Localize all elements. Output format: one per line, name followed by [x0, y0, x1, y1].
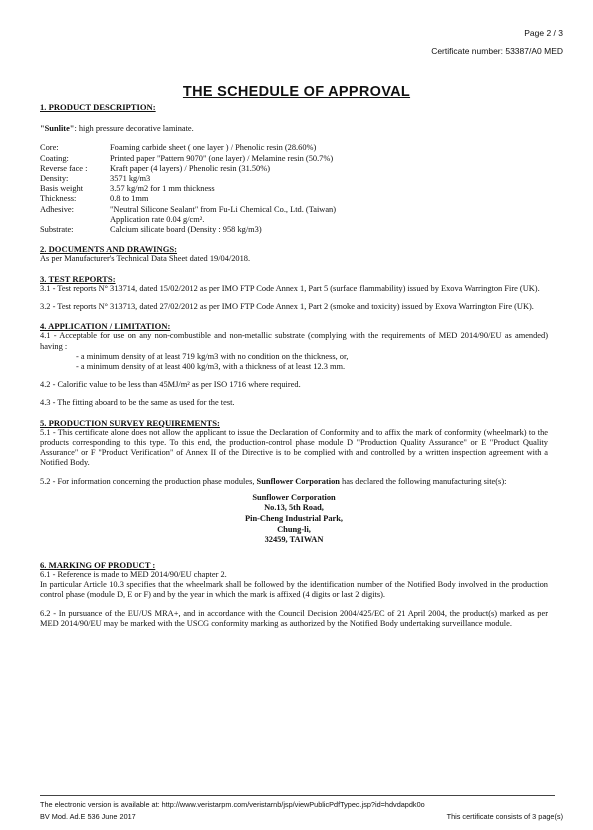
- product-intro: [40, 124, 548, 134]
- section-heading: 2. DOCUMENTS AND DRAWINGS:: [40, 244, 178, 255]
- footer-form-ref: BV Mod. Ad.E 536 June 2017: [40, 812, 136, 821]
- address-line: Sunflower Corporation: [252, 492, 336, 502]
- spec-value: Kraft paper (4 layers) / Phenolic resin (31.50%): [110, 163, 271, 173]
- spec-label: Reverse face :: [40, 163, 88, 173]
- section-test-reports: [40, 274, 548, 313]
- spec-label: Substrate:: [40, 225, 74, 235]
- paragraph: 4.3 - The fitting aboard to be the same as used for the test.: [40, 398, 235, 408]
- section-application: [40, 321, 548, 408]
- company-name: Sunflower Corporation: [256, 476, 340, 486]
- spec-value: "Neutral Silicone Sealant" from Fu-Li Chemical Co., Ltd. (Taiwan): [110, 204, 337, 214]
- address-line: No.13, 5th Road,: [264, 503, 324, 513]
- paragraph: 4.2 - Calorific value to be less than 45MJ/m² as per ISO 1716 where required.: [40, 380, 301, 390]
- spec-label: Basis weight: [40, 184, 84, 194]
- spec-value: 3.57 kg/m2 for 1 mm thickness: [110, 184, 215, 194]
- paragraph: 3.1 - Test reports N° 313714, dated 15/02/2012 as per IMO FTP Code Annex 1, Part 5 (surface flammability) issued by Exova Warrington Fire (UK).: [40, 283, 540, 293]
- spec-label: Adhesive:: [40, 204, 74, 214]
- spec-row: [40, 174, 548, 184]
- section-heading: 3. TEST REPORTS:: [40, 273, 116, 284]
- section-marking: [40, 560, 548, 629]
- spec-value: Application rate 0.04 g/cm².: [110, 214, 205, 224]
- spec-value: 3571 kg/m3: [110, 174, 151, 184]
- section-heading: 5. PRODUCTION SURVEY REQUIREMENTS:: [40, 417, 220, 428]
- address-line: 32459, TAIWAN: [264, 535, 324, 545]
- page-number: Page 2 / 3: [524, 28, 563, 38]
- paragraph: In particular Article 10.3 specifies that the wheelmark shall be followed by the identification number of the Notified Body involved in the production control phase (module D, E or F) and by the year in which the mark is affixed (4 digits or last 2 digits).: [40, 580, 548, 600]
- paragraph: 4.1 - Acceptable for use on any non-combustible and non-metallic substrate (complying with the requirements of MED 2014/90/EU as amended) having :: [40, 331, 548, 351]
- document-body: [40, 102, 548, 629]
- paragraph-text: has declared the following manufacturing site(s):: [339, 476, 507, 486]
- spec-row: [40, 154, 548, 164]
- spec-value: 0.8 to 1mm: [110, 194, 149, 204]
- section-heading: 4. APPLICATION / LIMITATION:: [40, 321, 171, 332]
- spec-value: Printed paper "Pattern 9070" (one layer) / Melamine resin (50.7%): [110, 153, 334, 163]
- section-product-description: [40, 102, 548, 235]
- spec-label: Thickness:: [40, 194, 77, 204]
- spec-table: [40, 143, 548, 235]
- section-production-survey: [40, 418, 548, 546]
- bullet-item: - a minimum density of at least 719 kg/m3 with no condition on the thickness, or,: [76, 351, 349, 361]
- paragraph: 3.2 - Test reports N° 313713, dated 27/02/2012 as per IMO FTP Code Annex 1, Part 2 (smoke and toxicity) issued by Exova Warrington Fire (UK).: [40, 302, 534, 312]
- certificate-number: Certificate number: 53387/A0 MED: [431, 46, 563, 56]
- paragraph-text: 5.2 - For information concerning the production phase modules,: [40, 476, 257, 486]
- document-title: THE SCHEDULE OF APPROVAL: [182, 84, 411, 100]
- section-heading: 1. PRODUCT DESCRIPTION:: [40, 102, 156, 112]
- product-name: "Sunlite": [40, 124, 75, 134]
- spec-row: [40, 215, 548, 225]
- spec-label: Density:: [40, 174, 69, 184]
- product-intro-text: : high pressure decorative laminate.: [74, 124, 194, 134]
- footer-page-count: This certificate consists of 3 page(s): [446, 812, 563, 821]
- spec-row: [40, 194, 548, 204]
- manufacturing-address: [40, 493, 548, 546]
- paragraph: 6.2 - In pursuance of the EU/US MRA+, and in accordance with the Council Decision 2004/425/EC of 21 April 2004, the product(s) marked as per MED 2014/90/EU may be marked with the USCG conformity marking as authorized by the Notified Body undertaking surveillance module.: [40, 608, 548, 628]
- bullet-item: - a minimum density of at least 400 kg/m3, with a thickness of at least 12.3 mm.: [76, 362, 346, 372]
- spec-label: [40, 215, 110, 225]
- spec-row: [40, 143, 548, 153]
- paragraph: 5.1 - This certificate alone does not allow the applicant to issue the Declaration of Conformity and to affix the mark of conformity (wheelmark) to the products corresponding to this type. To this end, the production-control phase module D "Production Quality Assurance" or E "Product Quality Assurance" or F "Product Verification" of Annex II of the Directive is to be complied with and controlled by a written inspection agreement with a Notified Body.: [40, 427, 548, 468]
- spec-label: Core:: [40, 143, 59, 153]
- spec-row: [40, 225, 548, 235]
- address-line: Pin-Cheng Industrial Park,: [245, 514, 343, 524]
- spec-row: [40, 184, 548, 194]
- footer-divider: [40, 795, 555, 796]
- spec-row: [40, 205, 548, 215]
- address-line: Chung-li,: [277, 524, 311, 534]
- paragraph: [40, 477, 548, 487]
- section-documents: [40, 244, 548, 264]
- spec-value: Calcium silicate board (Density : 958 kg/m3): [110, 225, 262, 235]
- spec-value: Foaming carbide sheet ( one layer ) / Phenolic resin (28.60%): [110, 143, 317, 153]
- spec-row: [40, 164, 548, 174]
- footer-url: The electronic version is available at: http://www.veristarpm.com/veristarnb/jsp/viewPublicPdfTypec.jsp?id=hdvdapdk0o: [40, 800, 425, 809]
- section-heading: 6. MARKING OF PRODUCT :: [40, 559, 156, 570]
- paragraph: As per Manufacturer's Technical Data Sheet dated 19/04/2018.: [40, 254, 251, 264]
- spec-label: Coating:: [40, 153, 69, 163]
- paragraph: 6.1 - Reference is made to MED 2014/90/EU chapter 2.: [40, 570, 227, 580]
